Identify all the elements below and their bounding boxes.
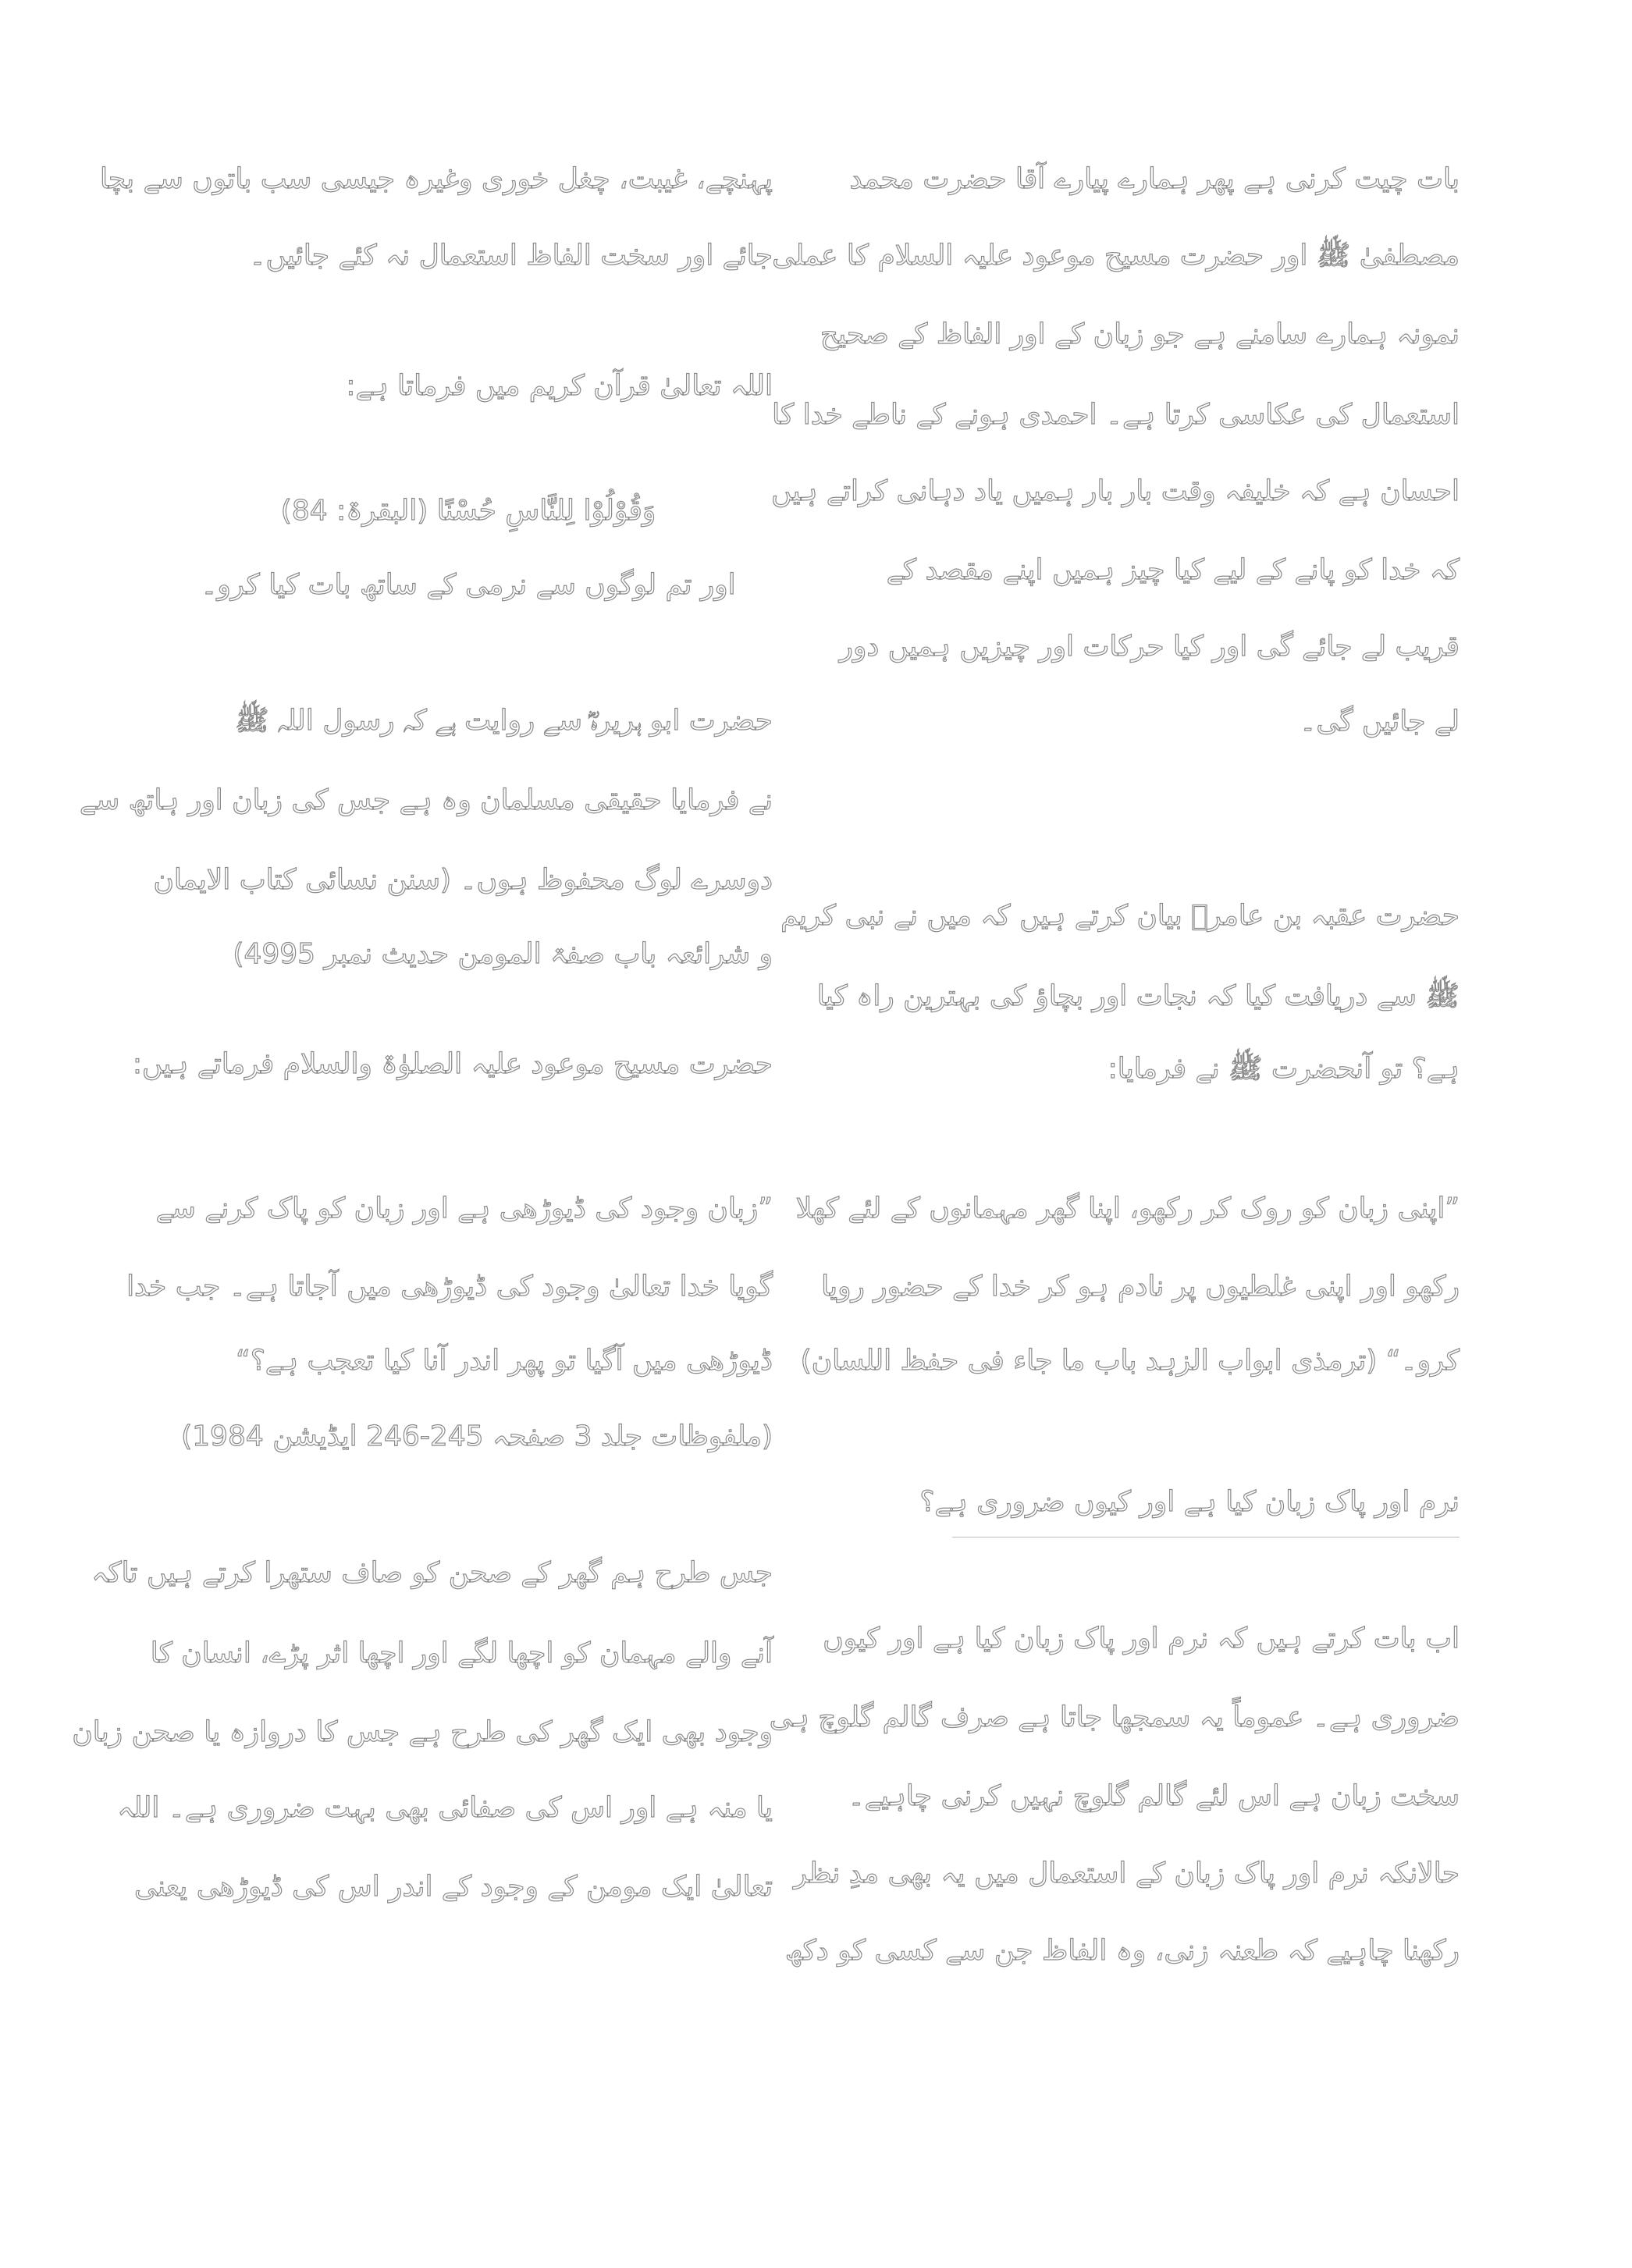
text-line: وجود بھی ایک گھر کی طرح ہے جس کا دروازہ یا صحن زبان — [72, 1716, 773, 1748]
section-heading: نرم اور پاک زبان کیا ہے اور کیوں ضروری ہے؟ — [919, 1486, 1460, 1518]
text-line: پہنچے، غیبت، چغل خوری وغیرہ جیسی سب باتوں سے بچا — [99, 163, 773, 195]
text-line: بات چیت کرنی ہے پھر ہمارے پیارے آقا حضرت محمد — [849, 163, 1460, 195]
text-line: نے فرمایا حقیقی مسلمان وہ ہے جس کی زبان اور ہاتھ سے — [79, 784, 773, 816]
quote-line: کرو۔“ (ترمذی ابواب الزہد باب ما جاء فی حفظ اللسان) — [800, 1345, 1460, 1377]
text-line: رکھنا چاہیے کہ طعنہ زنی، وہ الفاظ جن سے کسی کو دکھ — [784, 1935, 1460, 1967]
text-line: اللہ تعالیٰ قرآن کریم میں فرماتا ہے: — [346, 370, 773, 402]
reference-line: و شرائعہ باب صفۃ المومن حدیث نمبر 4995) — [233, 938, 773, 970]
quote-line: ڈیوڑھی میں آگیا تو پھر اندر آنا کیا تعجب ہے؟“ — [236, 1345, 773, 1377]
text-line: ہے؟ تو آنحضرت ﷺ نے فرمایا: — [1108, 1053, 1460, 1085]
quote-line: رکھو اور اپنی غلطیوں پر نادم ہو کر خدا کے حضور رویا — [821, 1271, 1460, 1303]
text-line: حضرت عقبہ بن عامرؓ بیان کرتے ہیں کہ میں نے نبی کریم — [780, 900, 1460, 932]
text-line: جائے اور سخت الفاظ استعمال نہ کئے جائیں۔ — [249, 240, 773, 272]
text-line: قریب لے جائے گی اور کیا حرکات اور چیزیں ہمیں دور — [839, 631, 1460, 663]
text-line: مصطفیٰ ﷺ اور حضرت مسیح موعود علیہ السلام کا عملی — [772, 240, 1460, 272]
quote-line: ”زبان وجود کی ڈیوڑھی ہے اور زبان کو پاک کرنے سے — [155, 1193, 773, 1225]
text-line: تعالیٰ ایک مومن کے وجود کے اندر اس کی ڈیوڑھی یعنی — [134, 1871, 773, 1903]
left-column — [72, 0, 773, 2268]
text-line: ضروری ہے۔ عموماً یہ سمجھا جاتا ہے صرف گالم گلوچ ہی — [769, 1701, 1460, 1733]
text-line: سخت زبان ہے اس لئے گالم گلوچ نہیں کرنی چاہیے۔ — [848, 1780, 1460, 1812]
text-line: آنے والے مہمان کو اچھا لگے اور اچھا اثر پڑے، انسان کا — [150, 1637, 773, 1669]
text-line: نمونہ ہمارے سامنے ہے جو زبان کے اور الفاظ کے صحیح — [820, 318, 1460, 350]
right-column — [769, 0, 1460, 2268]
text-line: حالانکہ نرم اور پاک زبان کے استعمال میں یہ بھی مدِ نظر — [793, 1857, 1460, 1889]
text-line: لے جائیں گی۔ — [1300, 706, 1460, 738]
text-line: حضرت مسیح موعود علیہ الصلوٰۃ والسلام فرماتے ہیں: — [132, 1048, 773, 1080]
text-line: دوسرے لوگ محفوظ ہوں۔ (سنن نسائی کتاب الایمان — [153, 864, 773, 896]
quote-line: ”اپنی زبان کو روک کر رکھو، اپنا گھر مہمانوں کے لئے کھلا — [795, 1193, 1460, 1225]
text-line: استعمال کی عکاسی کرتا ہے۔ احمدی ہونے کے ناطے خدا کا — [772, 399, 1460, 431]
reference-line: (ملفوظات جلد 3 صفحہ 245-246 ایڈیشن 1984) — [181, 1420, 773, 1452]
quote-line: گویا خدا تعالیٰ وجود کی ڈیوڑھی میں آجاتا ہے۔ جب خدا — [126, 1271, 773, 1303]
text-line: حضرت ابو ہریرہؓ سے روایت ہے کہ رسول اللہ ﷺ — [235, 705, 773, 737]
text-line: احسان ہے کہ خلیفہ وقت بار بار ہمیں یاد دہانی کراتے ہیں — [771, 475, 1460, 507]
text-line: کہ خدا کو پانے کے لیے کیا چیز ہمیں اپنے مقصد کے — [886, 554, 1460, 586]
quran-verse: وَقُوْلُوْا لِلنَّاسِ حُسْنًا (البقرۃ: 84) — [280, 495, 656, 527]
text-line: جس طرح ہم گھر کے صحن کو صاف ستھرا کرتے ہیں تاکہ — [91, 1557, 773, 1589]
text-line: اب بات کرتے ہیں کہ نرم اور پاک زبان کیا ہے اور کیوں — [823, 1623, 1460, 1655]
text-line: یا منہ ہے اور اس کی صفائی بھی بہت ضروری ہے۔ اللہ — [117, 1792, 773, 1824]
text-line: ﷺ سے دریافت کیا کہ نجات اور بچاؤ کی بہترین راہ کیا — [816, 980, 1460, 1012]
verse-translation: اور تم لوگوں سے نرمی کے ساتھ بات کیا کرو۔ — [201, 569, 736, 601]
